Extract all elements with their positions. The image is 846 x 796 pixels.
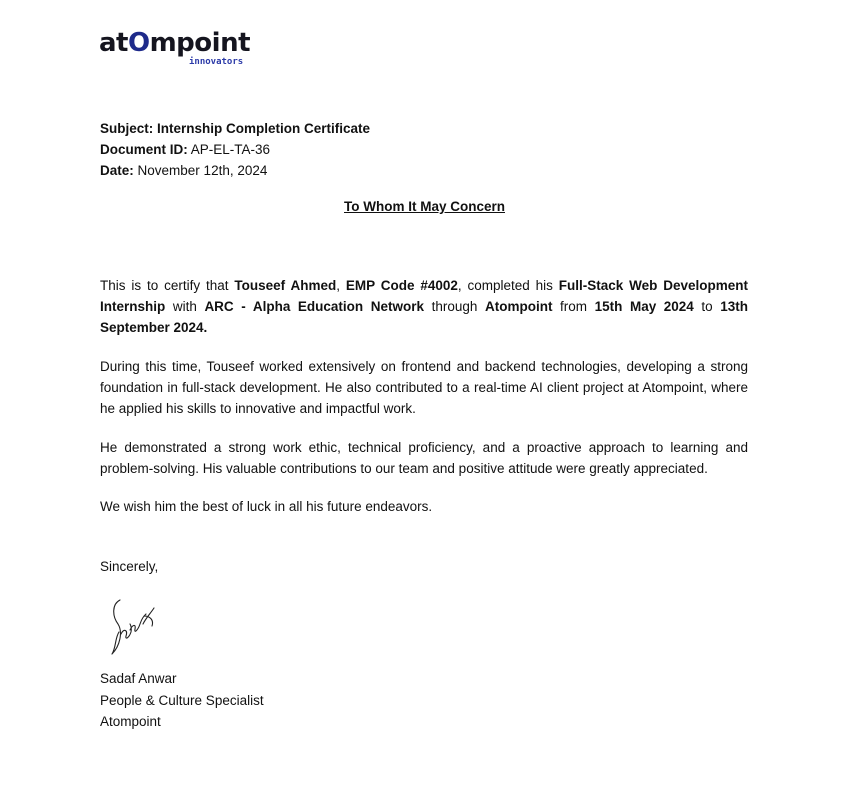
intern-name: Touseef Ahmed xyxy=(234,278,337,293)
emp-code: EMP Code #4002 xyxy=(345,278,458,293)
signer-title: People & Culture Specialist xyxy=(100,692,264,708)
company-logo xyxy=(99,27,259,69)
evaluation-paragraph: He demonstrated a strong work ethic, technical proficiency, and a proactive approach to learning and problem-solving. His valuable contributions to our team and positive attitude were greatly appreciated. xyxy=(100,440,748,476)
closing-text: Sincerely, xyxy=(100,559,159,574)
signer-company: Atompoint xyxy=(100,714,161,729)
document-id-value: AP-EL-TA-36 xyxy=(190,142,271,157)
subject-line xyxy=(100,118,370,139)
work-summary-paragraph: During this time, Touseef worked extensively on frontend and backend technologies, developing a strong foundation in full-stack development. He also contributed to a real-time AI client project at Atompoint, where he applied his skills to innovative and impactful work. xyxy=(100,359,748,416)
document-id-label: Document ID: xyxy=(100,142,188,157)
salutation-heading: To Whom It May Concern xyxy=(344,199,505,214)
end-date: 13th September 2024. xyxy=(100,299,749,335)
logo-wordmark: atOmpoint xyxy=(99,28,251,58)
signer-block xyxy=(100,668,264,733)
start-date: 15th May 2024 xyxy=(594,299,694,314)
date-line xyxy=(100,160,370,181)
certification-paragraph: This is to certify that Touseef Ahmed, EMP Code #4002, completed his Full-Stack Web Development Internship with ARC - Alpha Education Network through Atompoint from 15th May 2024 to 13th September 2024. xyxy=(100,278,749,335)
logo-tagline: innovators xyxy=(189,57,244,67)
organization-name: ARC - Alpha Education Network xyxy=(204,299,425,314)
signature-icon xyxy=(106,594,160,660)
company-name: Atompoint xyxy=(484,299,553,314)
wishes-paragraph: We wish him the best of luck in all his future endeavors. xyxy=(100,499,433,514)
program-name: Full-Stack Web Development Internship xyxy=(100,278,749,314)
document-meta xyxy=(100,118,370,181)
logo-o-mark-icon: O xyxy=(127,28,150,58)
date-label: Date: xyxy=(100,163,134,178)
date-value: November 12th, 2024 xyxy=(137,163,268,178)
subject-text: Subject: Internship Completion Certificate xyxy=(100,121,371,136)
document-id-line xyxy=(100,139,370,160)
signer-name: Sadaf Anwar xyxy=(100,671,177,686)
